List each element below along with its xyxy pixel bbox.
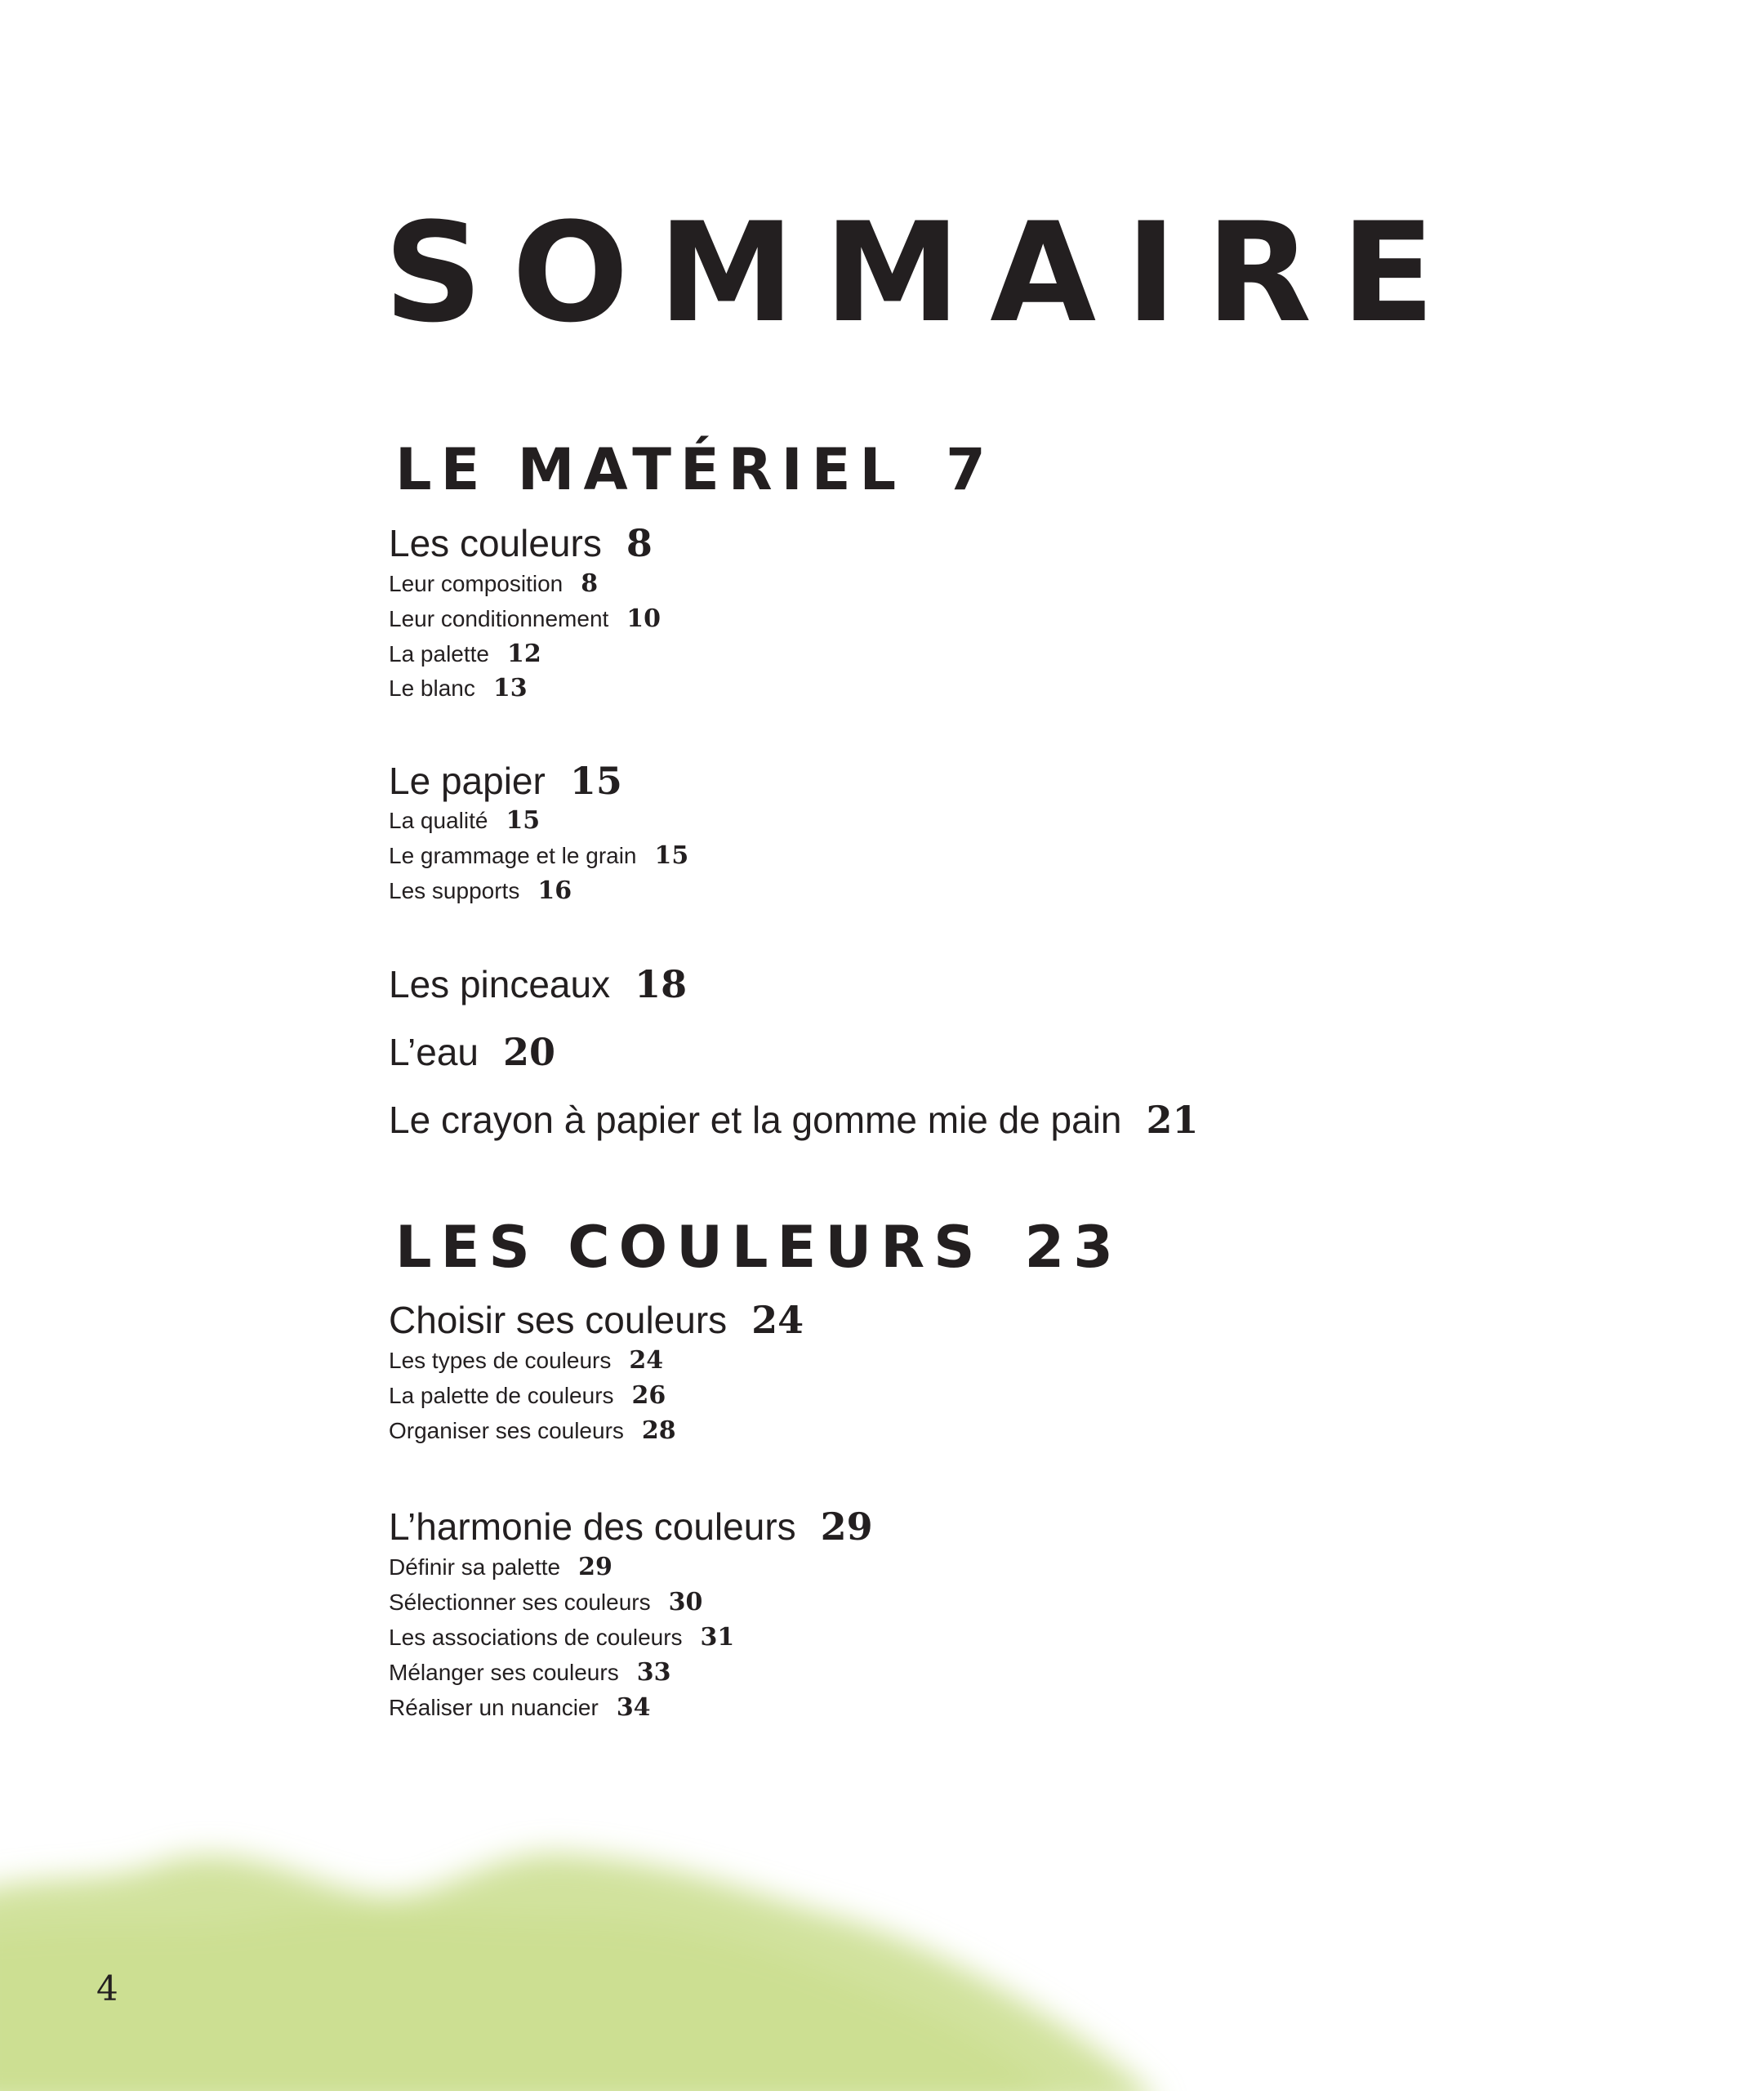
chapter-page-number: 20 bbox=[503, 1030, 556, 1074]
part-title: LE MATÉRIEL bbox=[395, 436, 906, 503]
section-page-number: 8 bbox=[581, 569, 599, 598]
section-entry[interactable] bbox=[389, 1346, 664, 1375]
page-title: SOMMAIRE bbox=[384, 193, 1464, 353]
section-title: Définir sa palette bbox=[389, 1554, 561, 1580]
section-title: Le grammage et le grain bbox=[389, 843, 637, 868]
section-title: Mélanger ses couleurs bbox=[389, 1660, 619, 1685]
chapter-page-number: 21 bbox=[1146, 1098, 1199, 1142]
chapter-title: Les pinceaux bbox=[389, 963, 611, 1005]
section-title: Organiser ses couleurs bbox=[389, 1418, 624, 1443]
chapter-title: Le papier bbox=[389, 760, 546, 802]
chapter-title: Les couleurs bbox=[389, 522, 602, 564]
section-page-number: 15 bbox=[506, 806, 541, 835]
watercolor-wash bbox=[0, 1797, 1225, 2091]
section-title: Réaliser un nuancier bbox=[389, 1695, 599, 1720]
section-title: Leur composition bbox=[389, 571, 564, 596]
section-page-number: 10 bbox=[626, 604, 662, 633]
section-entry[interactable] bbox=[389, 676, 528, 701]
section-entry[interactable] bbox=[389, 1590, 702, 1615]
section-entry[interactable] bbox=[389, 1555, 612, 1580]
section-title: La palette bbox=[389, 641, 489, 667]
page-number: 4 bbox=[96, 1968, 118, 2009]
part-title: LES COULEURS bbox=[395, 1214, 984, 1281]
chapter-entry[interactable] bbox=[389, 1298, 804, 1342]
chapter-entry[interactable] bbox=[389, 1098, 1199, 1142]
part-heading bbox=[395, 1214, 1122, 1281]
section-page-number: 31 bbox=[700, 1623, 735, 1652]
chapter-entry[interactable] bbox=[389, 962, 688, 1006]
section-title: La palette de couleurs bbox=[389, 1383, 614, 1408]
section-page-number: 15 bbox=[654, 841, 689, 870]
section-title: Le blanc bbox=[389, 675, 475, 701]
section-entry[interactable] bbox=[389, 876, 572, 905]
part-page-number: 7 bbox=[946, 436, 995, 503]
section-page-number: 26 bbox=[631, 1381, 666, 1410]
chapter-page-number: 18 bbox=[635, 962, 688, 1006]
section-title: Les associations de couleurs bbox=[389, 1625, 683, 1650]
section-entry[interactable] bbox=[389, 1381, 666, 1410]
chapter-entry[interactable] bbox=[389, 1505, 873, 1549]
section-title: Les supports bbox=[389, 878, 520, 903]
chapter-page-number: 24 bbox=[751, 1298, 804, 1342]
chapter-title: L’harmonie des couleurs bbox=[389, 1505, 796, 1548]
section-title: La qualité bbox=[389, 808, 488, 833]
chapter-title: Choisir ses couleurs bbox=[389, 1299, 728, 1341]
chapter-title: L’eau bbox=[389, 1031, 479, 1073]
section-page-number: 30 bbox=[668, 1588, 703, 1616]
section-page-number: 13 bbox=[492, 674, 528, 702]
part-page-number: 23 bbox=[1024, 1214, 1122, 1281]
chapter-entry[interactable] bbox=[389, 759, 622, 803]
chapter-entry[interactable] bbox=[389, 1030, 556, 1074]
section-title: Sélectionner ses couleurs bbox=[389, 1589, 651, 1615]
section-page-number: 24 bbox=[629, 1346, 664, 1375]
section-page-number: 12 bbox=[507, 640, 541, 668]
section-title: Les types de couleurs bbox=[389, 1348, 612, 1373]
chapter-entry[interactable] bbox=[389, 521, 653, 565]
chapter-title: Le crayon à papier et la gomme mie de pain bbox=[389, 1099, 1122, 1141]
section-entry[interactable] bbox=[389, 806, 541, 835]
section-page-number: 28 bbox=[641, 1416, 676, 1445]
section-entry[interactable] bbox=[389, 1625, 734, 1650]
section-entry[interactable] bbox=[389, 1658, 671, 1687]
section-page-number: 16 bbox=[537, 876, 572, 905]
section-page-number: 29 bbox=[578, 1553, 612, 1581]
section-entry[interactable] bbox=[389, 604, 662, 633]
section-page-number: 34 bbox=[616, 1693, 651, 1722]
chapter-page-number: 8 bbox=[626, 521, 653, 565]
chapter-page-number: 29 bbox=[820, 1505, 873, 1549]
section-entry[interactable] bbox=[389, 642, 541, 667]
chapter-page-number: 15 bbox=[569, 759, 622, 803]
section-page-number: 33 bbox=[636, 1658, 671, 1687]
part-heading bbox=[395, 436, 995, 503]
section-entry[interactable] bbox=[389, 841, 689, 870]
section-entry[interactable] bbox=[389, 1693, 651, 1722]
section-title: Leur conditionnement bbox=[389, 606, 609, 631]
section-entry[interactable] bbox=[389, 1416, 676, 1445]
section-entry[interactable] bbox=[389, 569, 599, 598]
